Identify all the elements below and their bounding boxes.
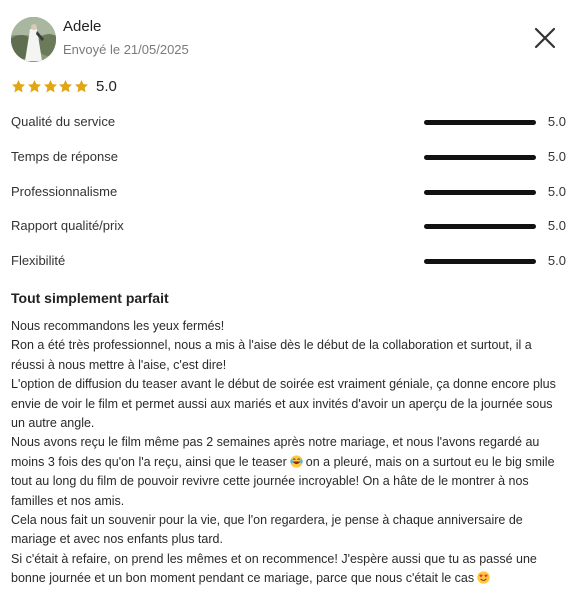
review-text-segment: Cela nous fait un souvenir pour la vie, que l'on regardera, je pense à chaque anniversaire de mariage et avec nos enfants plus tard. <box>11 513 523 547</box>
review-paragraph <box>11 511 567 550</box>
star-rating <box>11 79 90 94</box>
rating-row <box>11 183 566 218</box>
star-icon <box>74 79 89 94</box>
rating-row <box>11 148 566 183</box>
review-text-segment: Si c'était à refaire, on prend les mêmes et on recommence! J'espère aussi que tu as passé une bonne journée et un bon moment pendant ce mariage, parce que nous c'était le cas <box>11 551 537 586</box>
overall-rating <box>11 76 117 96</box>
reviewer-header <box>11 17 189 62</box>
rating-bar <box>424 155 536 160</box>
rating-value: 5.0 <box>547 114 566 129</box>
review-paragraph <box>11 433 567 511</box>
review-text <box>11 317 567 589</box>
review-paragraph <box>11 317 567 336</box>
rating-label: Qualité du service <box>11 114 116 129</box>
avatar-photo <box>11 17 56 62</box>
rating-bar-fill <box>424 259 536 264</box>
rating-label: Temps de réponse <box>11 148 118 164</box>
close-button[interactable] <box>531 24 559 52</box>
avatar <box>11 17 56 62</box>
review-date: Envoyé le 21/05/2025 <box>63 41 189 57</box>
review-text-segment: Nous avons reçu le film même pas 2 semaines après notre mariage, et nous l'avons regardé au moins 3 fois des qu'on l'a reçu, ainsi que le teaser <box>11 435 540 469</box>
rating-row <box>11 252 566 287</box>
overall-rating-value: 5.0 <box>95 77 117 95</box>
rating-value: 5.0 <box>547 218 566 234</box>
review-text-segment: Ron a été très professionnel, nous a mis à l'aise dès le début de la collaboration et surtout, il a réussi à nous mettre à l'aise, c'est dire! <box>11 338 532 372</box>
star-icon <box>43 79 58 94</box>
reviewer-info <box>63 17 189 58</box>
rating-label: Rapport qualité/prix <box>11 218 124 234</box>
close-icon <box>531 24 559 52</box>
rating-label: Professionnalisme <box>11 183 118 199</box>
rating-bar-fill <box>424 190 536 195</box>
review-text-segment: L'option de diffusion du teaser avant le début de soirée est vraiment géniale, ça donne encore plus envie de voir le film et permet aussi aux mariés et aux invités d'avoir un aperçu de la journée sous un autre angle. <box>11 377 556 431</box>
reviewer-name: Adele <box>63 17 102 35</box>
review-text-segment: Nous recommandons les yeux fermés! <box>11 319 225 333</box>
laughing-tears-emoji <box>290 455 303 468</box>
star-icon <box>58 79 73 94</box>
rating-value: 5.0 <box>547 183 566 199</box>
star-icon <box>11 79 26 94</box>
rating-row <box>11 217 566 252</box>
rating-bar <box>424 190 536 195</box>
rating-value: 5.0 <box>547 253 566 269</box>
review-paragraph <box>11 550 567 589</box>
rating-label: Flexibilité <box>11 253 66 269</box>
review-paragraph <box>11 336 567 375</box>
review-title: Tout simplement parfait <box>11 290 169 306</box>
rating-bar-fill <box>424 224 536 229</box>
review-paragraph <box>11 375 567 433</box>
rating-breakdown <box>11 113 566 287</box>
rating-bar <box>424 120 536 125</box>
rating-bar <box>424 259 536 264</box>
review-text-segment: on a pleuré, mais on a surtout eu le big smile tout au long du film de pouvoir revivre cette journée incroyable! On a hâte de le montrer à nos familles et nos amis. <box>11 454 555 508</box>
heart-eyes-emoji <box>477 571 490 584</box>
rating-row <box>11 113 566 148</box>
rating-bar-fill <box>424 120 536 125</box>
star-icon <box>27 79 42 94</box>
rating-value: 5.0 <box>547 148 566 164</box>
rating-bar <box>424 224 536 229</box>
rating-bar-fill <box>424 155 536 160</box>
